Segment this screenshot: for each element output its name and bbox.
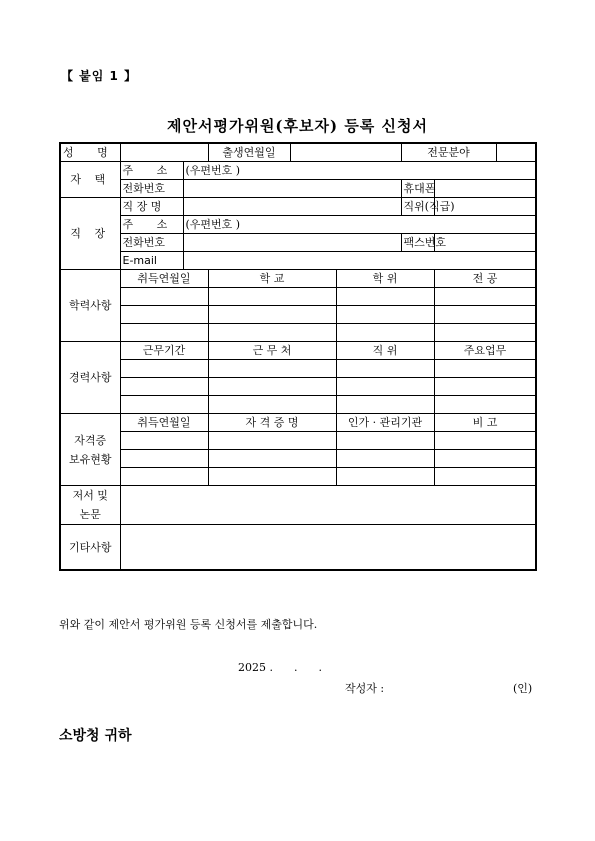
birth-label: 출생연월일 [208, 143, 290, 162]
registration-form-table [59, 142, 537, 571]
license-label-line1: 자격증 [74, 433, 107, 447]
home-address-input[interactable] [183, 162, 536, 180]
license-row [60, 432, 536, 450]
education-cell[interactable] [120, 288, 208, 306]
home-phone-input[interactable] [183, 180, 401, 198]
license-cell[interactable] [208, 468, 336, 486]
workplace-label: 직 장 명 [120, 198, 183, 216]
form-title: 제안서평가위원(후보자) 등록 신청서 [167, 117, 428, 135]
papers-label-line1: 저서 및 [72, 489, 108, 502]
license-col-date: 취득연월일 [120, 414, 208, 432]
career-cell[interactable] [208, 396, 336, 414]
license-cell[interactable] [336, 450, 434, 468]
writer-label: 작성자 : [345, 682, 385, 695]
field-label: 전문분야 [401, 143, 496, 162]
career-cell[interactable] [336, 360, 434, 378]
license-cell[interactable] [120, 432, 208, 450]
license-cell[interactable] [336, 432, 434, 450]
email-label: E-mail [120, 252, 183, 270]
education-col-school: 학 교 [208, 270, 336, 288]
home-label: 자 택 [60, 162, 120, 198]
work-label: 직 장 [60, 198, 120, 270]
career-cell[interactable] [120, 378, 208, 396]
submission-statement: 위와 같이 제안서 평가위원 등록 신청서를 제출합니다. [59, 618, 318, 631]
mobile-label: 휴대폰 [401, 180, 434, 198]
email-input[interactable] [183, 252, 536, 270]
name-input[interactable] [120, 143, 208, 162]
home-address-label: 주 소 [120, 162, 183, 180]
education-row [60, 288, 536, 306]
career-label: 경력사항 [60, 342, 120, 414]
license-col-note: 비 고 [434, 414, 536, 432]
education-label: 학력사항 [60, 270, 120, 342]
license-label [60, 414, 120, 486]
education-row [60, 324, 536, 342]
education-cell[interactable] [336, 306, 434, 324]
position-label: 직위(직급) [401, 198, 434, 216]
license-cell[interactable] [336, 468, 434, 486]
career-row [60, 378, 536, 396]
home-postal-label: (우편번호 ) [185, 164, 241, 177]
education-cell[interactable] [120, 324, 208, 342]
license-col-agency: 인가 · 관리기관 [336, 414, 434, 432]
education-col-date: 취득연월일 [120, 270, 208, 288]
work-phone-label: 전화번호 [120, 234, 183, 252]
license-row [60, 450, 536, 468]
education-col-degree: 학 위 [336, 270, 434, 288]
papers-label [60, 486, 120, 525]
career-cell[interactable] [434, 396, 536, 414]
license-col-name: 자 격 증 명 [208, 414, 336, 432]
seal-label: (인) [513, 682, 533, 695]
attachment-label: 【 붙임 1 】 [61, 69, 138, 83]
other-input[interactable] [120, 525, 536, 571]
career-col-period: 근무기간 [120, 342, 208, 360]
license-cell[interactable] [120, 468, 208, 486]
fax-input[interactable] [434, 234, 536, 252]
license-cell[interactable] [434, 468, 536, 486]
license-cell[interactable] [208, 432, 336, 450]
career-cell[interactable] [434, 360, 536, 378]
career-col-position: 직 위 [336, 342, 434, 360]
license-row [60, 468, 536, 486]
career-row [60, 396, 536, 414]
license-cell[interactable] [208, 450, 336, 468]
license-cell[interactable] [120, 450, 208, 468]
work-address-input[interactable] [183, 216, 536, 234]
education-cell[interactable] [336, 324, 434, 342]
education-cell[interactable] [208, 324, 336, 342]
addressee: 소방청 귀하 [59, 728, 132, 744]
education-cell[interactable] [434, 324, 536, 342]
license-cell[interactable] [434, 432, 536, 450]
education-cell[interactable] [336, 288, 434, 306]
license-cell[interactable] [434, 450, 536, 468]
career-cell[interactable] [120, 396, 208, 414]
career-cell[interactable] [120, 360, 208, 378]
home-phone-label: 전화번호 [120, 180, 183, 198]
education-cell[interactable] [208, 306, 336, 324]
mobile-input[interactable] [434, 180, 536, 198]
other-label: 기타사항 [60, 525, 120, 571]
education-col-major: 전 공 [434, 270, 536, 288]
papers-input[interactable] [120, 486, 536, 525]
birth-input[interactable] [290, 143, 401, 162]
career-col-duties: 주요업무 [434, 342, 536, 360]
papers-label-line2: 논문 [79, 508, 101, 521]
education-cell[interactable] [434, 288, 536, 306]
education-row [60, 306, 536, 324]
submission-date: 2025 . . . [238, 661, 322, 674]
career-cell[interactable] [208, 378, 336, 396]
work-phone-input[interactable] [183, 234, 401, 252]
name-label: 성 명 [60, 143, 120, 162]
license-label-line2: 보유현황 [68, 452, 112, 466]
career-row [60, 360, 536, 378]
career-cell[interactable] [434, 378, 536, 396]
work-postal-label: (우편번호 ) [185, 218, 241, 231]
career-cell[interactable] [336, 396, 434, 414]
education-cell[interactable] [120, 306, 208, 324]
fax-label: 팩스번호 [401, 234, 434, 252]
career-cell[interactable] [336, 378, 434, 396]
education-cell[interactable] [208, 288, 336, 306]
field-input[interactable] [496, 143, 536, 162]
education-cell[interactable] [434, 306, 536, 324]
workplace-input[interactable] [183, 198, 401, 216]
career-col-workplace: 근 무 처 [208, 342, 336, 360]
career-cell[interactable] [208, 360, 336, 378]
work-address-label: 주 소 [120, 216, 183, 234]
